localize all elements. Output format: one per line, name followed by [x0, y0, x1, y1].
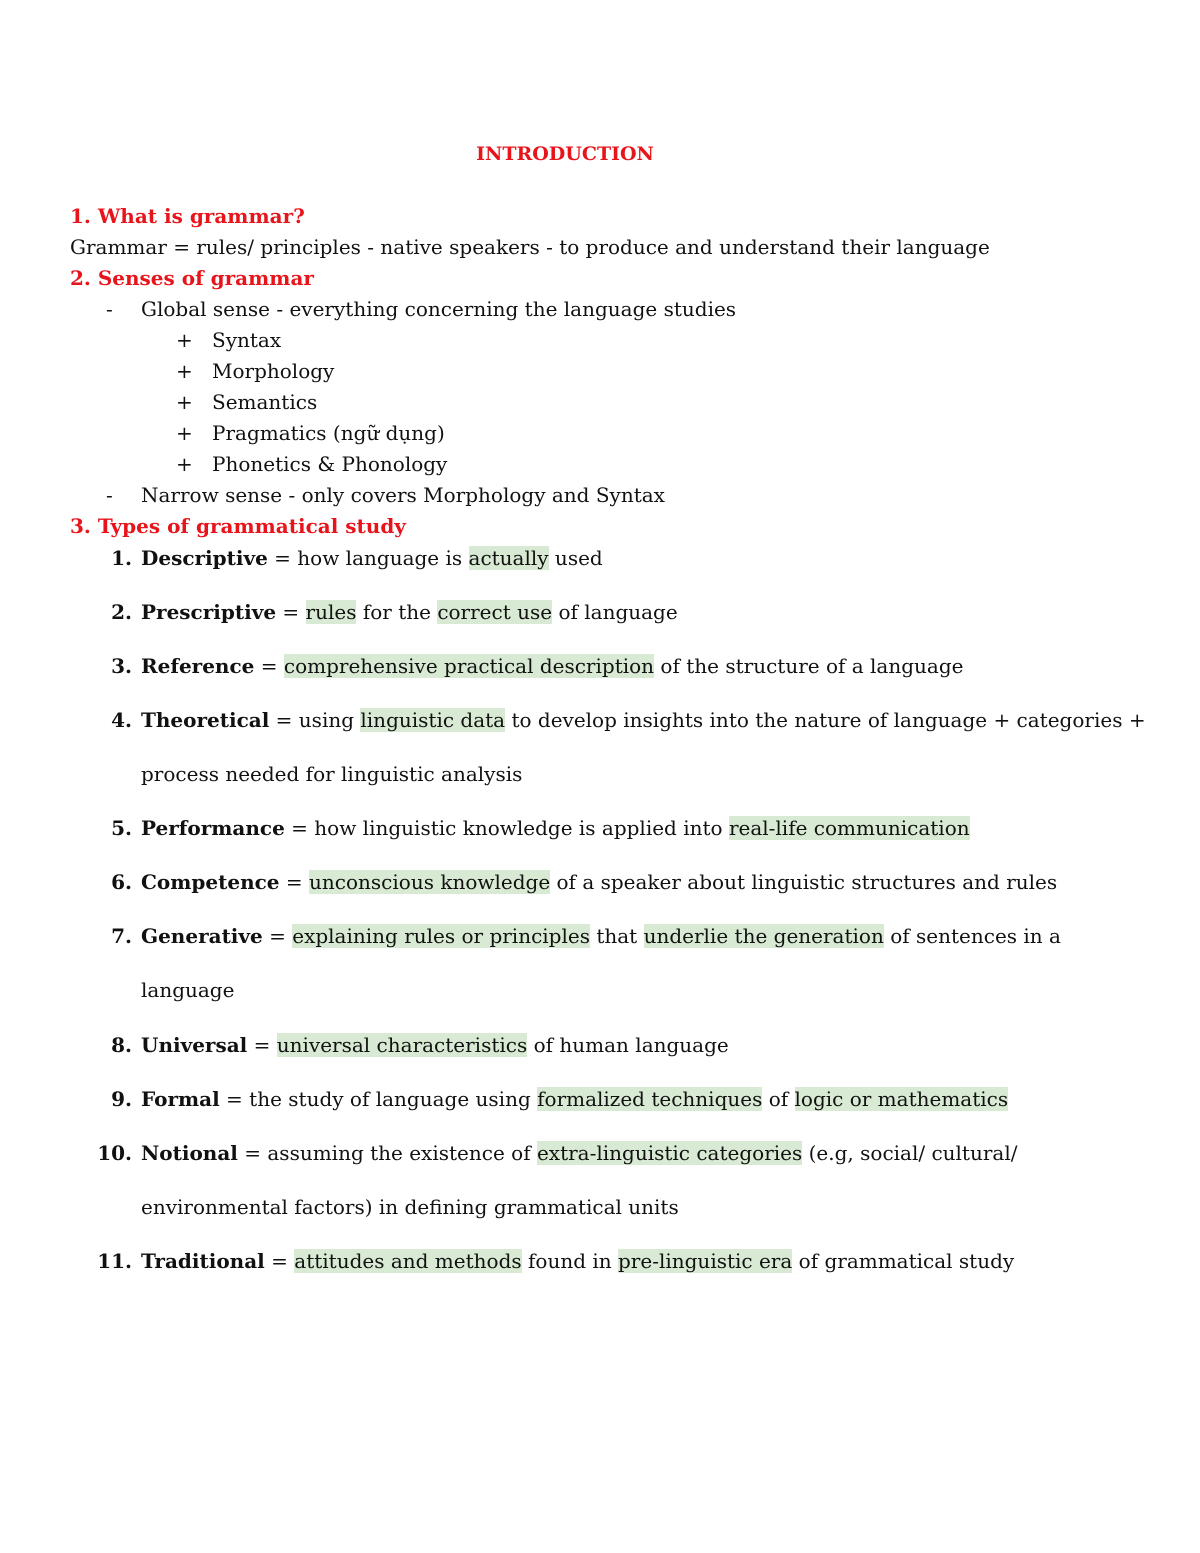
highlighted-phrase: attitudes and methods — [294, 1249, 522, 1273]
list-item — [141, 1032, 729, 1058]
list-item-text: = — [276, 600, 306, 624]
list-item — [141, 1248, 1014, 1274]
highlighted-phrase: universal characteristics — [276, 1033, 528, 1057]
list-item-text: = — [279, 870, 310, 894]
highlighted-phrase: actually — [468, 546, 549, 570]
list-item-text: found in — [521, 1249, 618, 1273]
list-item-number: 10. — [97, 1141, 132, 1165]
narrow-sense-text: Narrow sense - only covers Morphology and Syntax — [141, 483, 665, 507]
list-item-text: = using — [269, 708, 361, 732]
highlighted-phrase: extra-linguistic categories — [536, 1141, 803, 1165]
highlighted-phrase: underlie the generation — [643, 924, 884, 948]
list-item-term: Performance — [141, 816, 285, 840]
dash-bullet: - — [106, 483, 113, 507]
plus-bullet: + — [176, 452, 193, 476]
list-item-text: (e.g, social/ cultural/ — [802, 1141, 1018, 1165]
list-item-number: 11. — [97, 1249, 132, 1273]
list-item-continuation: environmental factors) in defining grammatical units — [141, 1195, 679, 1219]
highlighted-phrase: pre-linguistic era — [618, 1249, 793, 1273]
list-item — [141, 1140, 1017, 1166]
list-item — [141, 545, 603, 571]
list-item — [141, 869, 1057, 895]
list-item-text: = the study of language using — [219, 1087, 538, 1111]
subitem-phonetics-phonology: Phonetics & Phonology — [212, 452, 448, 476]
list-item-number: 7. — [111, 924, 132, 948]
highlighted-phrase: real-life communication — [728, 816, 970, 840]
list-item-number: 4. — [111, 708, 132, 732]
highlighted-phrase: rules — [305, 600, 357, 624]
highlighted-phrase: logic or mathematics — [794, 1087, 1009, 1111]
highlighted-phrase: explaining rules or principles — [292, 924, 590, 948]
list-item-text: that — [589, 924, 644, 948]
list-item-text: = how linguistic knowledge is applied into — [284, 816, 729, 840]
list-item-term: Reference — [141, 654, 255, 678]
highlighted-phrase: linguistic data — [360, 708, 506, 732]
list-item-text: to develop insights into the nature of language + categories + — [505, 708, 1146, 732]
list-item-term: Notional — [141, 1141, 238, 1165]
list-item-text: = — [262, 924, 293, 948]
list-item — [141, 923, 1061, 949]
plus-bullet: + — [176, 421, 193, 445]
list-item-text: of human language — [527, 1033, 729, 1057]
list-item — [141, 599, 678, 625]
grammar-definition: Grammar = rules/ principles - native speakers - to produce and understand their language — [70, 235, 990, 259]
list-item-text: for the — [356, 600, 438, 624]
list-item-number: 3. — [111, 654, 132, 678]
list-item-number: 6. — [111, 870, 132, 894]
section-2-heading: 2. Senses of grammar — [70, 266, 314, 290]
list-item-term: Theoretical — [141, 708, 270, 732]
list-item-text: = — [247, 1033, 277, 1057]
list-item-number: 2. — [111, 600, 132, 624]
highlighted-phrase: unconscious knowledge — [309, 870, 551, 894]
subitem-syntax: Syntax — [212, 328, 282, 352]
list-item-term: Universal — [141, 1033, 248, 1057]
list-item-term: Competence — [141, 870, 280, 894]
list-item-number: 8. — [111, 1033, 132, 1057]
section-1-heading: 1. What is grammar? — [70, 204, 305, 228]
list-item — [141, 815, 970, 841]
list-item-term: Generative — [141, 924, 263, 948]
list-item-continuation: language — [141, 978, 235, 1002]
list-item-term: Prescriptive — [141, 600, 277, 624]
list-item-text: of — [762, 1087, 795, 1111]
global-sense-text: Global sense - everything concerning the language studies — [141, 297, 737, 321]
list-item-term: Formal — [141, 1087, 220, 1111]
list-item-text: = assuming the existence of — [237, 1141, 537, 1165]
list-item-term: Descriptive — [141, 546, 268, 570]
highlighted-phrase: comprehensive practical description — [283, 654, 655, 678]
dash-bullet: - — [106, 297, 113, 321]
plus-bullet: + — [176, 390, 193, 414]
plus-bullet: + — [176, 359, 193, 383]
highlighted-phrase: correct use — [437, 600, 553, 624]
list-item-text: of a speaker about linguistic structures and rules — [550, 870, 1058, 894]
list-item-term: Traditional — [141, 1249, 265, 1273]
document-title: INTRODUCTION — [476, 143, 654, 165]
list-item-text: of grammatical study — [792, 1249, 1015, 1273]
subitem-semantics: Semantics — [212, 390, 318, 414]
list-item-text: = — [254, 654, 284, 678]
list-item-continuation: process needed for linguistic analysis — [141, 762, 523, 786]
list-item-number: 5. — [111, 816, 132, 840]
list-item — [141, 707, 1146, 733]
list-item-text: of the structure of a language — [654, 654, 964, 678]
highlighted-phrase: formalized techniques — [537, 1087, 763, 1111]
list-item-text: = — [264, 1249, 295, 1273]
list-item-text: of sentences in a — [883, 924, 1061, 948]
list-item-text: = how language is — [267, 546, 469, 570]
list-item-text: of language — [552, 600, 678, 624]
plus-bullet: + — [176, 328, 193, 352]
list-item — [141, 653, 963, 679]
list-item — [141, 1086, 1008, 1112]
list-item-text: used — [548, 546, 603, 570]
subitem-morphology: Morphology — [212, 359, 335, 383]
list-item-number: 9. — [111, 1087, 132, 1111]
section-3-heading: 3. Types of grammatical study — [70, 514, 406, 538]
subitem-pragmatics: Pragmatics (ngữ dụng) — [212, 421, 445, 445]
list-item-number: 1. — [111, 546, 132, 570]
